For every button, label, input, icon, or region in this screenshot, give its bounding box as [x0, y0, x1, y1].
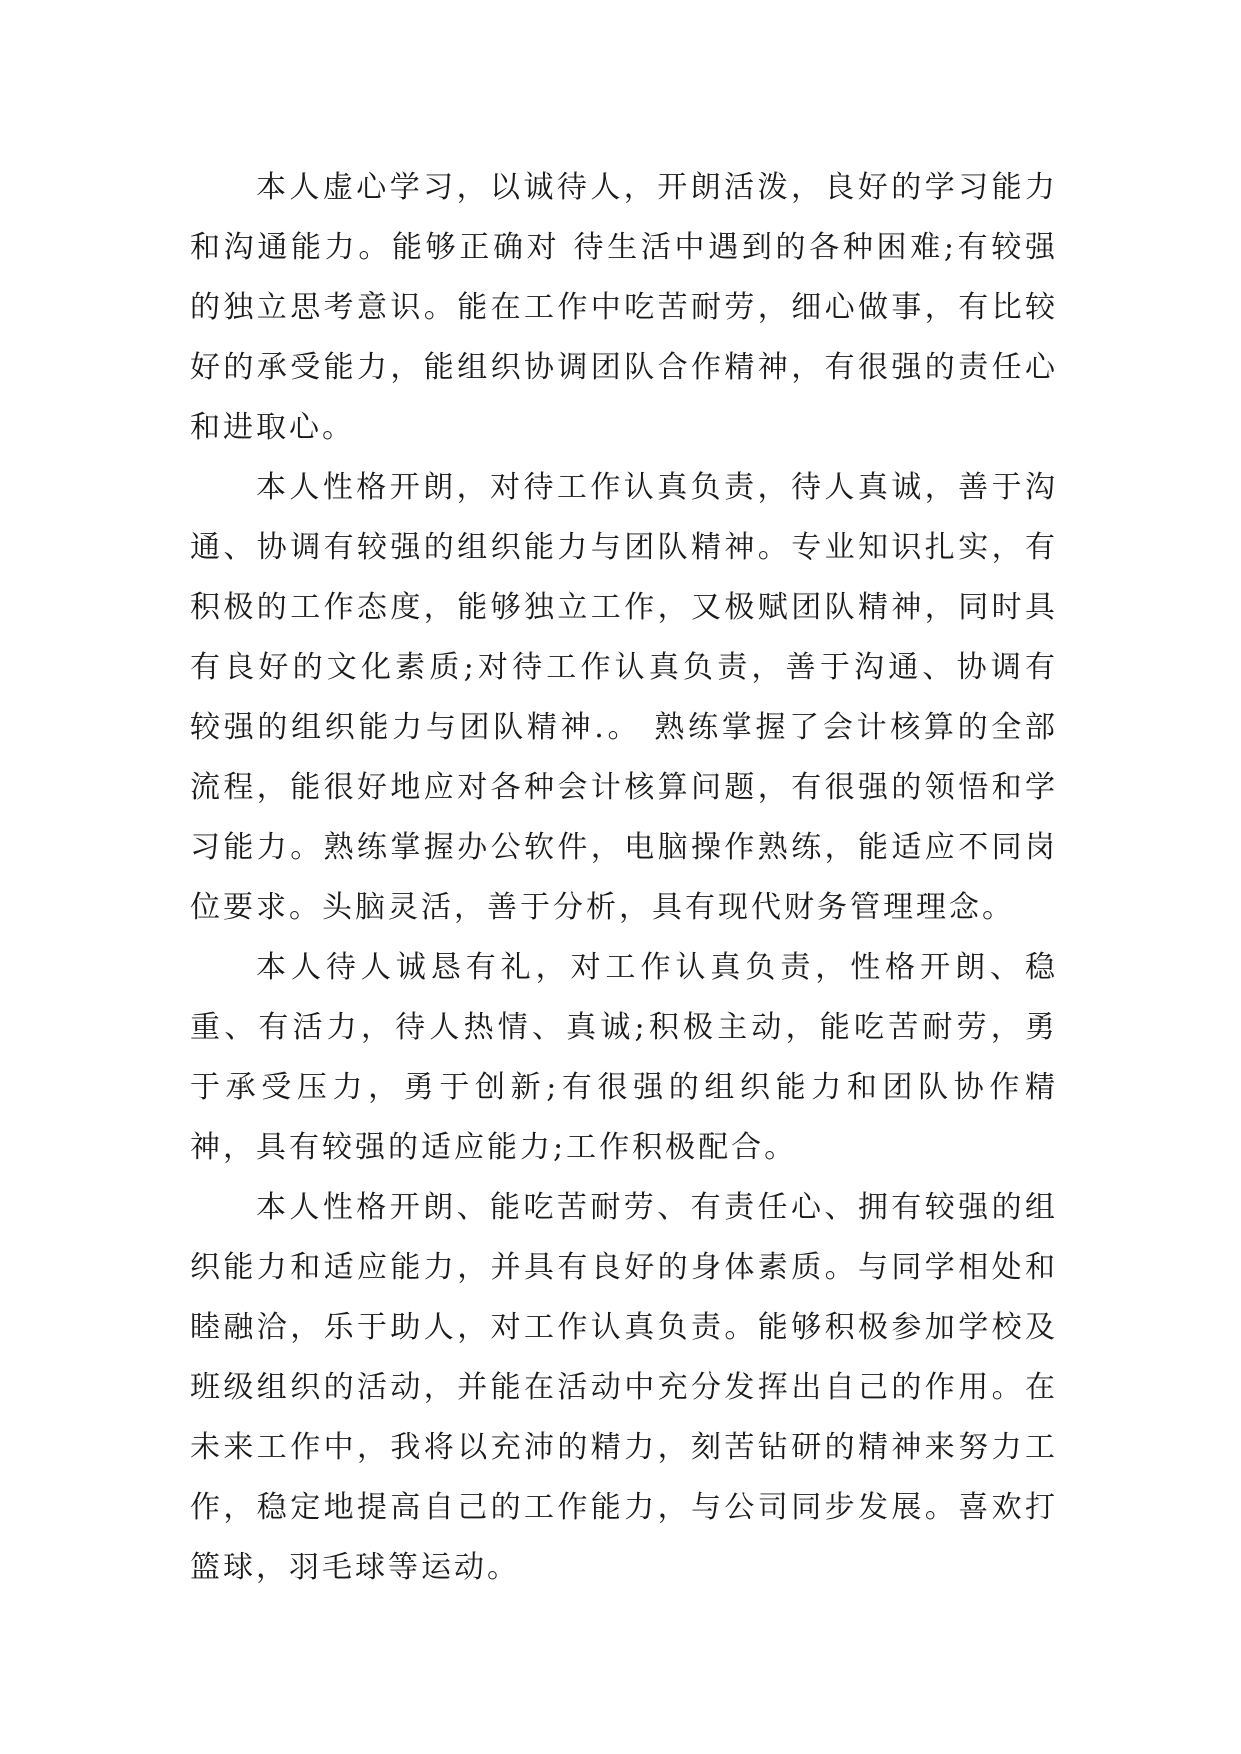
paragraph-1: 本人虚心学习，以诚待人，开朗活泼，良好的学习能力和沟通能力。能够正确对 待生活中遇到的各种困难;有较强的独立思考意识。能在工作中吃苦耐劳，细心做事，有比较好的承受能力，能组织协调团队合作精神，有很强的责任心和进取心。 [190, 170, 1058, 445]
paragraph-2: 本人性格开朗，对待工作认真负责，待人真诚，善于沟通、协调有较强的组织能力与团队精神。专业知识扎实，有积极的工作态度，能够独立工作，又极赋团队精神，同时具有良好的文化素质;对待工作认真负责，善于沟通、协调有较强的组织能力与团队精神.。 熟练掌握了会计核算的全部流程，能很好地应对各种会计核算问题，有很强的领悟和学习能力。熟练掌握办公软件，电脑操作熟练，能适应不同岗位要求。头脑灵活，善于分析，具有现代财务管理理念。 [190, 470, 1058, 925]
paragraph-4: 本人性格开朗、能吃苦耐劳、有责任心、拥有较强的组织能力和适应能力，并具有良好的身体素质。与同学相处和睦融洽，乐于助人，对工作认真负责。能够积极参加学校及班级组织的活动，并能在活动中充分发挥出自己的作用。在未来工作中，我将以充沛的精力，刻苦钻研的精神来努力工作，稳定地提高自己的工作能力，与公司同步发展。喜欢打篮球，羽毛球等运动。 [190, 1190, 1058, 1585]
paragraph-3: 本人待人诚恳有礼，对工作认真负责，性格开朗、稳重、有活力，待人热情、真诚;积极主动，能吃苦耐劳，勇于承受压力，勇于创新;有很强的组织能力和团队协作精神，具有较强的适应能力;工作积极配合。 [190, 950, 1058, 1165]
document-body [190, 158, 1058, 1598]
